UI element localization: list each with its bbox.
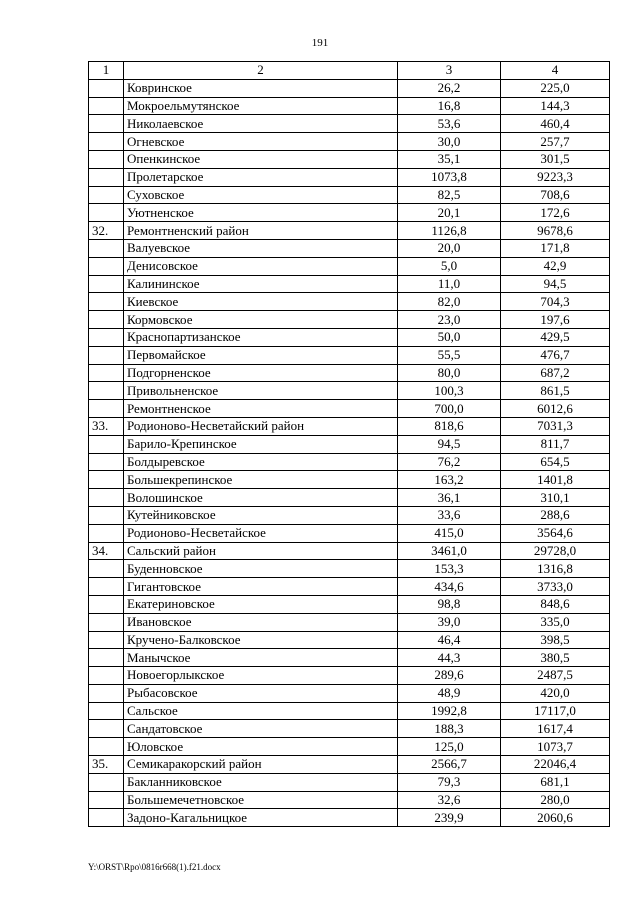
row-number (89, 239, 124, 257)
table-body (89, 79, 610, 826)
row-number (89, 702, 124, 720)
municipality-name: Волошинское (124, 489, 398, 507)
value-col-3: 46,4 (398, 631, 501, 649)
table-row (89, 311, 610, 329)
row-number (89, 97, 124, 115)
page-number: 191 (311, 37, 329, 49)
value-col-3: 23,0 (398, 311, 501, 329)
value-col-4: 681,1 (501, 773, 610, 791)
row-number (89, 489, 124, 507)
value-col-3: 82,0 (398, 293, 501, 311)
value-col-4: 811,7 (501, 435, 610, 453)
table-row (89, 578, 610, 596)
table-row (89, 809, 610, 827)
value-col-3: 1126,8 (398, 222, 501, 240)
table-row (89, 791, 610, 809)
value-col-4: 380,5 (501, 649, 610, 667)
value-col-3: 33,6 (398, 506, 501, 524)
row-number (89, 79, 124, 97)
value-col-4: 17117,0 (501, 702, 610, 720)
municipality-name: Ковринское (124, 79, 398, 97)
row-number: 32. (89, 222, 124, 240)
value-col-3: 44,3 (398, 649, 501, 667)
table-row (89, 684, 610, 702)
municipality-name: Кутейниковское (124, 506, 398, 524)
municipality-name: Опенкинское (124, 150, 398, 168)
row-number (89, 186, 124, 204)
municipality-name: Юловское (124, 738, 398, 756)
municipality-name: Задоно-Кагальницкое (124, 809, 398, 827)
row-number (89, 773, 124, 791)
municipality-name: Огневское (124, 133, 398, 151)
value-col-3: 76,2 (398, 453, 501, 471)
value-col-3: 55,5 (398, 346, 501, 364)
table-row (89, 471, 610, 489)
row-number (89, 560, 124, 578)
value-col-3: 188,3 (398, 720, 501, 738)
municipality-name: Семикаракорский район (124, 756, 398, 774)
municipality-name: Большемечетновское (124, 791, 398, 809)
row-number (89, 578, 124, 596)
row-number (89, 400, 124, 418)
row-number (89, 346, 124, 364)
table-row (89, 168, 610, 186)
table-row (89, 328, 610, 346)
municipality-name: Киевское (124, 293, 398, 311)
row-number (89, 738, 124, 756)
value-col-4: 654,5 (501, 453, 610, 471)
value-col-3: 1992,8 (398, 702, 501, 720)
table-row (89, 667, 610, 685)
row-number (89, 435, 124, 453)
row-number (89, 257, 124, 275)
row-number (89, 667, 124, 685)
value-col-3: 434,6 (398, 578, 501, 596)
value-col-4: 225,0 (501, 79, 610, 97)
value-col-4: 687,2 (501, 364, 610, 382)
value-col-3: 39,0 (398, 613, 501, 631)
municipality-name: Буденновское (124, 560, 398, 578)
value-col-3: 53,6 (398, 115, 501, 133)
table-row (89, 435, 610, 453)
table-row (89, 649, 610, 667)
table-row (89, 560, 610, 578)
table-row (89, 115, 610, 133)
value-col-4: 310,1 (501, 489, 610, 507)
value-col-3: 1073,8 (398, 168, 501, 186)
table-row (89, 524, 610, 542)
table-row (89, 702, 610, 720)
value-col-4: 704,3 (501, 293, 610, 311)
municipality-name: Ивановское (124, 613, 398, 631)
table-row (89, 506, 610, 524)
row-number (89, 720, 124, 738)
municipality-name: Болдыревское (124, 453, 398, 471)
value-col-3: 239,9 (398, 809, 501, 827)
value-col-3: 3461,0 (398, 542, 501, 560)
table-row (89, 293, 610, 311)
municipality-name: Первомайское (124, 346, 398, 364)
table-header-row (89, 62, 610, 80)
value-col-3: 48,9 (398, 684, 501, 702)
row-number: 33. (89, 417, 124, 435)
row-number (89, 791, 124, 809)
value-col-3: 98,8 (398, 595, 501, 613)
municipality-name: Кормовское (124, 311, 398, 329)
value-col-4: 257,7 (501, 133, 610, 151)
table-row (89, 489, 610, 507)
value-col-3: 289,6 (398, 667, 501, 685)
value-col-4: 848,6 (501, 595, 610, 613)
row-number (89, 364, 124, 382)
row-number: 35. (89, 756, 124, 774)
value-col-3: 26,2 (398, 79, 501, 97)
value-col-3: 30,0 (398, 133, 501, 151)
column-header-4: 4 (501, 62, 610, 80)
value-col-3: 82,5 (398, 186, 501, 204)
value-col-4: 420,0 (501, 684, 610, 702)
column-header-1: 1 (89, 62, 124, 80)
value-col-3: 11,0 (398, 275, 501, 293)
municipality-name: Новоегорлыкское (124, 667, 398, 685)
row-number (89, 524, 124, 542)
row-number: 34. (89, 542, 124, 560)
value-col-4: 9678,6 (501, 222, 610, 240)
municipality-name: Ремонтненский район (124, 222, 398, 240)
municipality-name: Манычское (124, 649, 398, 667)
municipality-name: Сандатовское (124, 720, 398, 738)
municipality-name: Пролетарское (124, 168, 398, 186)
municipality-name: Привольненское (124, 382, 398, 400)
municipality-name: Ремонтненское (124, 400, 398, 418)
table-row (89, 738, 610, 756)
value-col-4: 171,8 (501, 239, 610, 257)
value-col-4: 2060,6 (501, 809, 610, 827)
row-number (89, 471, 124, 489)
row-number (89, 506, 124, 524)
value-col-3: 700,0 (398, 400, 501, 418)
table-row (89, 773, 610, 791)
value-col-3: 79,3 (398, 773, 501, 791)
table-row (89, 257, 610, 275)
municipality-name: Сальское (124, 702, 398, 720)
value-col-4: 1401,8 (501, 471, 610, 489)
row-number (89, 809, 124, 827)
municipality-name: Бакланниковское (124, 773, 398, 791)
value-col-3: 415,0 (398, 524, 501, 542)
row-number (89, 328, 124, 346)
value-col-4: 288,6 (501, 506, 610, 524)
value-col-3: 50,0 (398, 328, 501, 346)
value-col-3: 36,1 (398, 489, 501, 507)
municipality-name: Родионово-Несветайское (124, 524, 398, 542)
row-number (89, 133, 124, 151)
value-col-4: 94,5 (501, 275, 610, 293)
value-col-4: 1617,4 (501, 720, 610, 738)
column-header-3: 3 (398, 62, 501, 80)
value-col-4: 1073,7 (501, 738, 610, 756)
table-row (89, 613, 610, 631)
value-col-4: 398,5 (501, 631, 610, 649)
row-number (89, 275, 124, 293)
municipality-name: Подгорненское (124, 364, 398, 382)
table-row (89, 542, 610, 560)
row-number (89, 649, 124, 667)
value-col-4: 861,5 (501, 382, 610, 400)
municipality-name: Рыбасовское (124, 684, 398, 702)
table-row (89, 720, 610, 738)
value-col-4: 29728,0 (501, 542, 610, 560)
value-col-3: 2566,7 (398, 756, 501, 774)
value-col-3: 80,0 (398, 364, 501, 382)
municipality-name: Сальский район (124, 542, 398, 560)
value-col-3: 20,1 (398, 204, 501, 222)
municipality-name: Краснопартизанское (124, 328, 398, 346)
value-col-4: 9223,3 (501, 168, 610, 186)
value-col-4: 1316,8 (501, 560, 610, 578)
column-header-2: 2 (124, 62, 398, 80)
table-row (89, 364, 610, 382)
table-row (89, 186, 610, 204)
municipality-name: Николаевское (124, 115, 398, 133)
value-col-3: 94,5 (398, 435, 501, 453)
row-number (89, 382, 124, 400)
value-col-3: 163,2 (398, 471, 501, 489)
row-number (89, 684, 124, 702)
table-row (89, 133, 610, 151)
municipality-name: Денисовское (124, 257, 398, 275)
value-col-4: 2487,5 (501, 667, 610, 685)
table-row (89, 756, 610, 774)
value-col-3: 818,6 (398, 417, 501, 435)
value-col-4: 22046,4 (501, 756, 610, 774)
value-col-4: 197,6 (501, 311, 610, 329)
value-col-4: 3733,0 (501, 578, 610, 596)
value-col-3: 5,0 (398, 257, 501, 275)
municipality-name: Уютненское (124, 204, 398, 222)
table-row (89, 239, 610, 257)
table-row (89, 595, 610, 613)
table-row (89, 150, 610, 168)
table-row (89, 275, 610, 293)
table-row (89, 79, 610, 97)
value-col-4: 3564,6 (501, 524, 610, 542)
municipality-name: Барило-Крепинское (124, 435, 398, 453)
table-row (89, 417, 610, 435)
municipality-name: Большекрепинское (124, 471, 398, 489)
row-number (89, 631, 124, 649)
municipality-name: Кручено-Балковское (124, 631, 398, 649)
value-col-4: 460,4 (501, 115, 610, 133)
row-number (89, 595, 124, 613)
value-col-4: 335,0 (501, 613, 610, 631)
value-col-3: 125,0 (398, 738, 501, 756)
value-col-4: 280,0 (501, 791, 610, 809)
municipality-name: Екатериновское (124, 595, 398, 613)
municipality-name: Мокроельмутянское (124, 97, 398, 115)
value-col-4: 7031,3 (501, 417, 610, 435)
data-table (88, 61, 610, 827)
row-number (89, 613, 124, 631)
value-col-4: 172,6 (501, 204, 610, 222)
table-row (89, 382, 610, 400)
municipality-name: Калининское (124, 275, 398, 293)
table-row (89, 97, 610, 115)
municipality-name: Гигантовское (124, 578, 398, 596)
table-row (89, 400, 610, 418)
value-col-4: 6012,6 (501, 400, 610, 418)
value-col-3: 16,8 (398, 97, 501, 115)
value-col-4: 42,9 (501, 257, 610, 275)
row-number (89, 168, 124, 186)
value-col-3: 100,3 (398, 382, 501, 400)
value-col-4: 429,5 (501, 328, 610, 346)
municipality-name: Валуевское (124, 239, 398, 257)
value-col-4: 301,5 (501, 150, 610, 168)
table-row (89, 222, 610, 240)
row-number (89, 115, 124, 133)
value-col-3: 153,3 (398, 560, 501, 578)
row-number (89, 311, 124, 329)
municipality-name: Родионово-Несветайский район (124, 417, 398, 435)
row-number (89, 453, 124, 471)
value-col-3: 20,0 (398, 239, 501, 257)
file-path-footer: Y:\ORST\Rpo\0816r668(1).f21.docx (88, 862, 221, 872)
value-col-3: 32,6 (398, 791, 501, 809)
table-row (89, 631, 610, 649)
value-col-4: 476,7 (501, 346, 610, 364)
row-number (89, 150, 124, 168)
value-col-4: 708,6 (501, 186, 610, 204)
value-col-3: 35,1 (398, 150, 501, 168)
table-row (89, 204, 610, 222)
row-number (89, 204, 124, 222)
table-row (89, 453, 610, 471)
row-number (89, 293, 124, 311)
value-col-4: 144,3 (501, 97, 610, 115)
municipality-name: Суховское (124, 186, 398, 204)
table-row (89, 346, 610, 364)
